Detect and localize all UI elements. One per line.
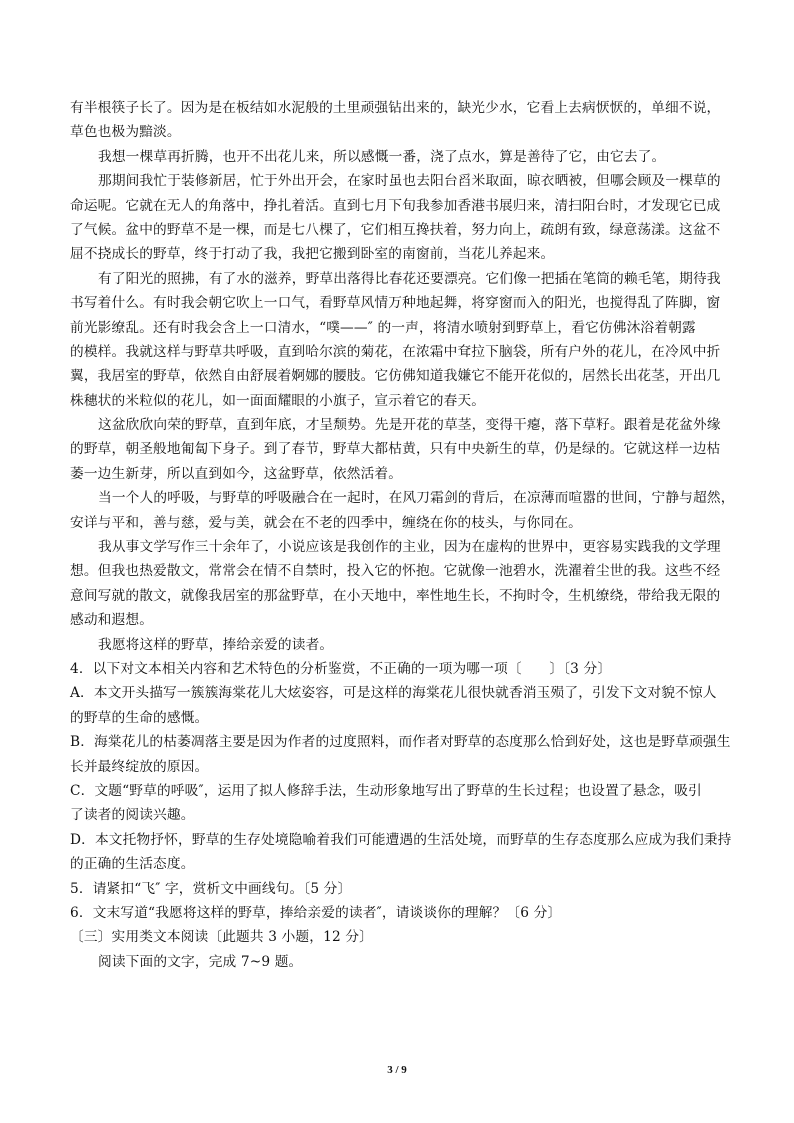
text-line: 草色也极为黯淡。 [70, 124, 181, 141]
text-line: 了气候。盆中的野草不是一棵，而是七八棵了，它们相互搀扶着，努力向上，疏朗有致，绿意荡漾。这盆不 [70, 221, 721, 238]
text-line: A．本文开头描写一簇簇海棠花儿大炫姿容，可是这样的海棠花儿很快就香消玉殒了，引发下文对貌不惊人 [70, 685, 717, 702]
text-line: 4．以下对文本相关内容和艺术特色的分析鉴赏，不正确的一项为哪一项〔 〕〔3 分〕 [70, 660, 612, 677]
text-line: 长并最终绽放的原因。 [70, 758, 209, 775]
text-line: 6．文末写道“我愿将这样的野草，捧给亲爱的读者″，请谈谈你的理解？〔6 分〕 [70, 904, 562, 921]
text-line: 我愿将这样的野草，捧给亲爱的读者。 [98, 636, 334, 653]
text-line: 命运呢。它就在无人的角落中，挣扎着活。直到七月下旬我参加香港书展归来，清扫阳台时，才发现它已成 [70, 197, 721, 214]
text-line: 这盆欣欣向荣的野草，直到年底，才呈颓势。先是开花的草茎，变得干瘪，落下草籽。跟着是花盆外缘 [98, 417, 721, 434]
text-line: 有半根筷子长了。因为是在板结如水泥般的土里顽强钻出来的，缺光少水，它看上去病恹恹的，单细不说， [70, 100, 721, 116]
text-line: 阅读下面的文字，完成 7~9 题。 [98, 953, 303, 970]
text-line: 萎一边生新芽，所以直到如今，这盆野草，依然活着。 [70, 465, 403, 482]
text-line: 了读者的阅读兴趣。 [70, 807, 195, 824]
text-line: 想。但我也热爱散文，常常会在情不自禁时，投入它的怀抱。它就像一池碧水，洗濯着尘世的我。这些不经 [70, 563, 721, 580]
text-line: 当一个人的呼吸，与野草的呼吸融合在一起时，在风刀霜剑的背后，在凉薄而喧嚣的世间，宁静与超然， [98, 490, 735, 507]
text-line: 的正确的生活态度。 [70, 856, 195, 873]
text-line: 前光影缭乱。还有时我会含上一口清水，“噗——″ 的一声，将清水喷射到野草上，看它仿佛沐浴着朝露 [70, 319, 696, 336]
text-line: 我想一棵草再折腾，也开不出花儿来，所以感慨一番，浇了点水，算是善待了它，由它去了。 [98, 148, 666, 165]
text-line: 屈不挠成长的野草，终于打动了我，我把它搬到卧室的南窗前，当花儿养起来。 [70, 246, 555, 263]
text-line: 意间写就的散文，就像我居室的那盆野草，在小天地中，率性地生长，不拘时令，生机缭绕，带给我无限的 [70, 587, 721, 604]
text-line: 那期间我忙于装修新居，忙于外出开会，在家时虽也去阳台舀米取面，晾衣晒被，但哪会顾及一棵草的 [98, 173, 721, 190]
text-line: C．文题“野草的呼吸″，运用了拟人修辞手法，生动形象地写出了野草的生长过程；也设置了悬念，吸引 [70, 782, 702, 799]
text-line: D．本文托物抒怀，野草的生存处境隐喻着我们可能遭遇的生活处境，而野草的生存态度那么应成为我们秉持 [70, 831, 732, 848]
text-line: 的野草的生命的感慨。 [70, 709, 209, 726]
text-line: 的模样。我就这样与野草共呼吸，直到哈尔滨的菊花，在浓霜中耷拉下脑袋，所有户外的花儿，在冷风中折 [70, 343, 721, 360]
page-number: 3 / 9 [387, 1064, 407, 1076]
text-line: 〔三〕实用类文本阅读〔此题共 3 小题，12 分〕 [70, 929, 373, 946]
body-text [70, 96, 735, 974]
text-line: 株穗状的米粒似的花儿，如一面面耀眼的小旗子，宣示着它的春天。 [70, 392, 486, 409]
text-line: 的野草，朝圣般地匍匐下身子。到了春节，野草大都枯黄，只有中央新生的草，仍是绿的。它就这样一边枯 [70, 441, 721, 458]
text-line: 我从事文学写作三十余年了，小说应该是我创作的主业，因为在虚构的世界中，更容易实践我的文学理 [98, 539, 721, 556]
text-line: 安详与平和，善与慈，爱与美，就会在不老的四季中，缠绕在你的枝头，与你同在。 [70, 514, 582, 531]
text-line: 有了阳光的照拂，有了水的滋养，野草出落得比春花还要漂亮。它们像一把插在笔筒的赖毛笔，期待我 [98, 270, 721, 287]
text-line: 感动和遐想。 [70, 612, 154, 629]
text-line: B．海棠花儿的枯萎凋落主要是因为作者的过度照料，而作者对野草的态度那么恰到好处，这也是野草顽强生 [70, 734, 731, 751]
text-line: 翼，我居室的野草，依然自由舒展着婀娜的腰肢。它仿佛知道我嫌它不能开花似的，居然长出花茎，开出几 [70, 368, 721, 385]
text-line: 5．请紧扣“飞″ 字，赏析文中画线句。〔5 分〕 [70, 880, 352, 897]
text-line: 书写着什么。有时我会朝它吹上一口气，看野草风情万种地起舞，将穿窗而入的阳光，也搅得乱了阵脚，窗 [70, 295, 721, 312]
